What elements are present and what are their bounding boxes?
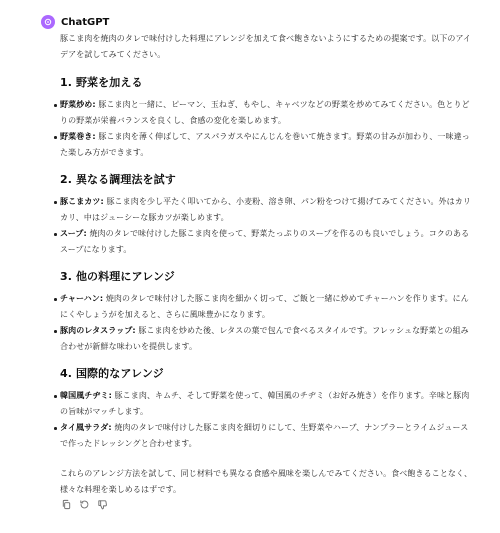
thumbs-down-icon xyxy=(97,499,108,510)
section-3 xyxy=(60,269,475,355)
item-text: 焼肉のタレで味付けした豚こま肉を使って、野菜たっぷりのスープを作るのも良いでしょう。コクのあるスープになります。 xyxy=(60,229,470,254)
message-actions xyxy=(60,498,108,510)
item-label: 野菜炒め: xyxy=(60,100,96,109)
item-text: 豚こま肉、キムチ、そして野菜を使って、韓国風のチヂミ（お好み焼き）を作ります。辛味と豚肉の旨味がマッチします。 xyxy=(60,391,470,416)
item-label: タイ風サラダ: xyxy=(60,423,112,432)
chatgpt-avatar xyxy=(41,15,55,29)
list-item xyxy=(60,97,475,129)
list-item xyxy=(60,291,475,323)
section-heading: 1. 野菜を加える xyxy=(60,76,143,89)
list-item xyxy=(60,323,475,355)
message-content xyxy=(60,31,475,498)
section-heading: 3. 他の料理にアレンジ xyxy=(60,270,175,283)
thumbs-down-button[interactable] xyxy=(96,498,108,510)
item-text: 豚こま肉を炒めた後、レタスの葉で包んで食べるスタイルです。フレッシュな野菜との組み合わせが新鮮な味わいを提供します。 xyxy=(60,326,469,351)
item-label: 豚こまカツ: xyxy=(60,197,104,206)
intro-paragraph: 豚こま肉を焼肉のタレで味付けした料理にアレンジを加えて食べ飽きないようにするための提案です。以下のアイデアを試してみてください。 xyxy=(60,34,472,59)
copy-button[interactable] xyxy=(60,498,72,510)
section-list xyxy=(60,291,475,355)
section-list xyxy=(60,388,475,452)
section-list xyxy=(60,97,475,161)
regenerate-button[interactable] xyxy=(78,498,90,510)
section-4 xyxy=(60,366,475,452)
list-item xyxy=(60,420,475,452)
list-item xyxy=(60,226,475,258)
item-label: チャーハン: xyxy=(60,294,104,303)
regenerate-icon xyxy=(79,499,90,510)
item-text: 豚こま肉と一緒に、ピーマン、玉ねぎ、もやし、キャベツなどの野菜を炒めてみてください。色とりどりの野菜が栄養バランスを良くし、食感の変化を楽しめます。 xyxy=(60,100,470,125)
item-label: スープ: xyxy=(60,229,87,238)
item-label: 韓国風チヂミ: xyxy=(60,391,112,400)
item-text: 豚こま肉を薄く伸ばして、アスパラガスやにんじんを巻いて焼きます。野菜の甘みが加わり、一味違った楽しみ方ができます。 xyxy=(60,132,470,157)
section-heading: 4. 国際的なアレンジ xyxy=(60,367,164,380)
sender-name: ChatGPT xyxy=(61,16,110,28)
closing-paragraph: これらのアレンジ方法を試して、同じ材料でも異なる食感や風味を楽しんでみてください。食べ飽きることなく、様々な料理を楽しめるはずです。 xyxy=(60,469,473,494)
section-heading: 2. 異なる調理法を試す xyxy=(60,173,176,186)
section-1 xyxy=(60,75,475,161)
item-label: 野菜巻き: xyxy=(60,132,96,141)
section-list xyxy=(60,194,475,258)
item-text: 豚こま肉を少し平たく叩いてから、小麦粉、溶き卵、パン粉をつけて揚げてみてください。外はカリカリ、中はジューシーな豚カツが楽しめます。 xyxy=(60,197,471,222)
copy-icon xyxy=(61,499,72,510)
item-label: 豚肉のレタスラップ: xyxy=(60,326,136,335)
message-header xyxy=(41,15,109,29)
list-item xyxy=(60,194,475,226)
list-item xyxy=(60,388,475,420)
item-text: 焼肉のタレで味付けした豚こま肉を細切りにして、生野菜やハーブ、ナンプラーとライムジュースで作ったドレッシングと合わせます。 xyxy=(60,423,469,448)
openai-logo-icon xyxy=(43,17,53,27)
section-2 xyxy=(60,172,475,258)
list-item xyxy=(60,129,475,161)
item-text: 焼肉のタレで味付けした豚こま肉を細かく切って、ご飯と一緒に炒めてチャーハンを作ります。にんにくやしょうがを加えると、さらに風味豊かになります。 xyxy=(60,294,469,319)
